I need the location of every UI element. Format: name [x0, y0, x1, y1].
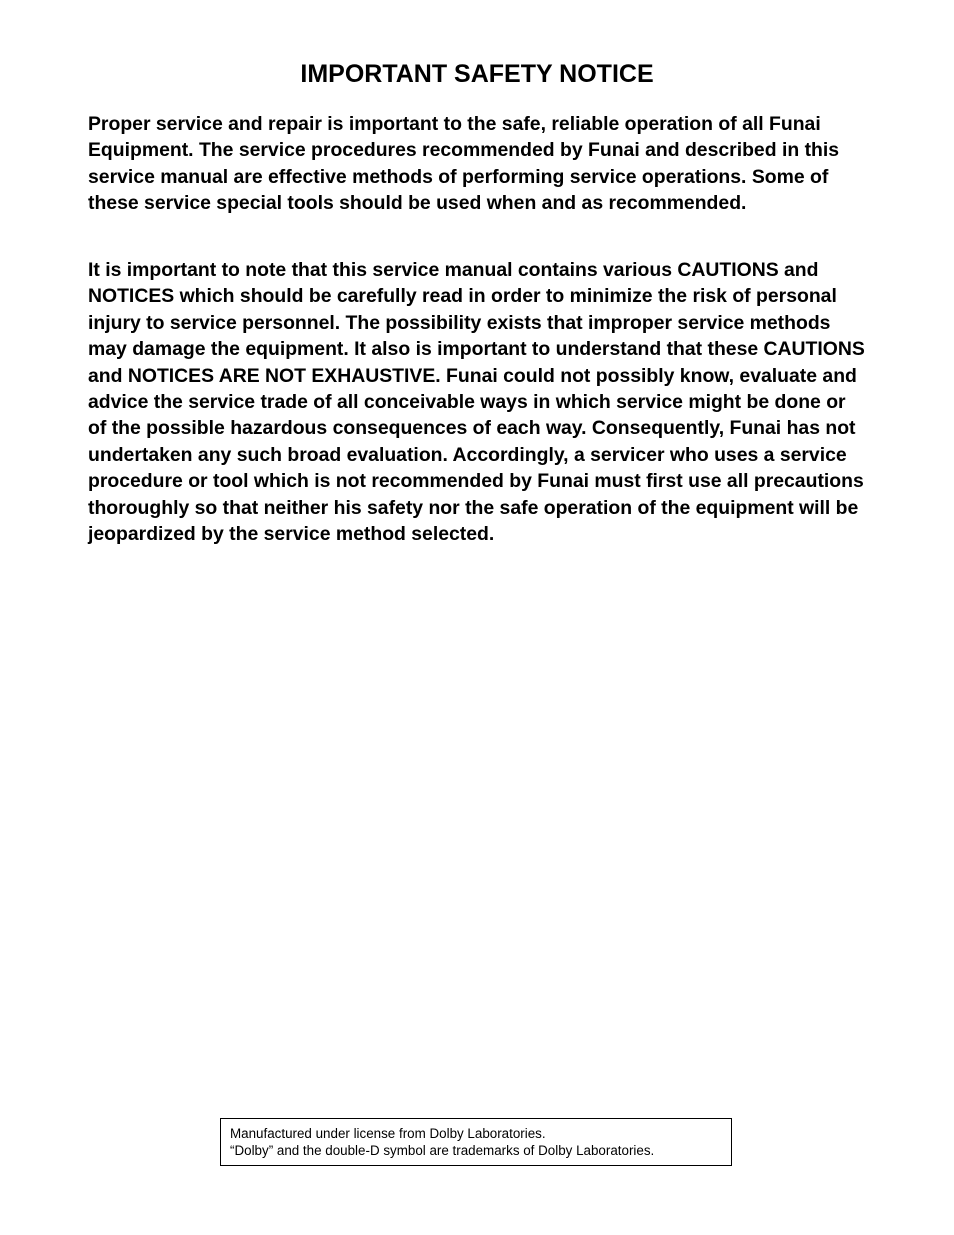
- safety-paragraph-2: It is important to note that this service manual contains various CAUTIONS and NOTICES which should be carefully read in order to minimize the risk of personal injury to service personnel. The possibility exists that improper service methods may damage the equipment. It also is important to understand that these CAUTIONS and NOTICES ARE NOT EXHAUSTIVE. Funai could not possibly know, evaluate and advice the service trade of all conceivable ways in which service might be done or of the possible hazardous consequences of each way. Consequently, Funai has not undertaken any such broad evaluation. Accordingly, a servicer who uses a service procedure or tool which is not recommended by Funai must first use all precautions thoroughly so that neither his safety nor the safe operation of the equipment will be jeopardized by the service method selected.: [88, 259, 865, 546]
- license-line-1: Manufactured under license from Dolby Laboratories.: [230, 1126, 546, 1141]
- safety-paragraph-1: Proper service and repair is important to the safe, reliable operation of all Funai Equipment. The service procedures recommended by Funai and described in this service manual are effective methods of performing service operations. Some of these service special tools should be used when and as recommended.: [88, 113, 840, 215]
- license-line-2: “Dolby” and the double-D symbol are trademarks of Dolby Laboratories.: [230, 1143, 655, 1158]
- page-title: IMPORTANT SAFETY NOTICE: [300, 60, 654, 88]
- dolby-license-box: [220, 1118, 732, 1166]
